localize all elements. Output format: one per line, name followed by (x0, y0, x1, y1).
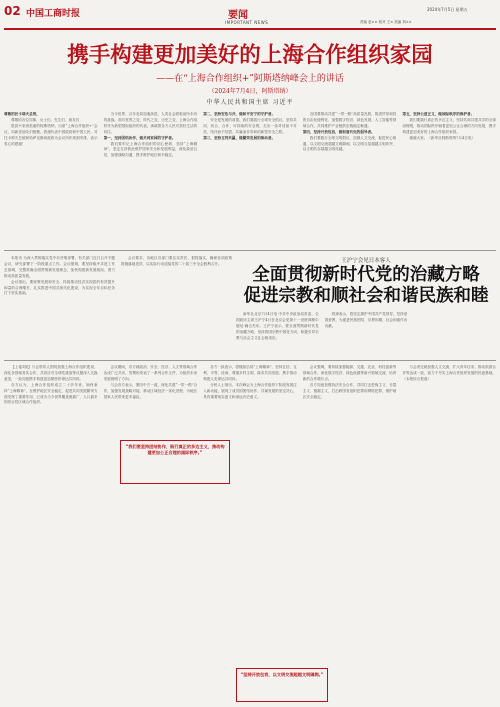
paragraph: 分析人士指出，本次峰会为上海合作组织下阶段发展注入新动能，展现了成员国团结协作、共谋发展的坚定决心，具有重要现实意义和深远历史意义。 (203, 382, 297, 399)
text-column (402, 112, 496, 246)
text-column (325, 312, 408, 360)
subheading: 第五，坚持公道正义，做国际秩序的维护者。 (402, 112, 475, 116)
text-column (413, 312, 496, 360)
text-column (402, 365, 496, 703)
pull-quote-text: “我们要坚持团结协作，践行真正的多边主义，推动构建更加公正合理的国际秩序。” (125, 444, 225, 456)
article2-headline-line1: 全面贯彻新时代党的治藏方略 (252, 265, 480, 285)
paragraph: 我们要践行真正的多边主义，坚持共商共建共享的全球治理观，推动国际秩序朝着更加公正合理的方向发展，携手构建更加美好的上海合作组织家园。 (402, 117, 496, 134)
section-divider (4, 250, 496, 251)
pull-quote-left (120, 440, 230, 484)
article2-headline (236, 265, 496, 307)
paragraph: 班禅表示，将坚定拥护中国共产党领导，坚持爱国爱教，为促进民族团结、宗教和顺、社会和谐作出贡献。 (324, 312, 408, 328)
masthead-rule (4, 28, 496, 30)
article1-body (4, 112, 496, 246)
paragraph: 会议强调，要持续加强能源、交通、农业、科技创新等领域合作，深化数字经济、绿色低碳等新兴领域交流，培育新的合作增长点。 (302, 365, 397, 381)
subheading: 第一，坚持团结协作，做共同家园的守护者。 (103, 135, 176, 140)
editor-credits: 责编 赵×× 校对 王× 美编 刘×× (360, 20, 412, 24)
newspaper-name: 中国工商时报 (26, 9, 81, 19)
masthead (0, 0, 500, 34)
article2-body (236, 312, 496, 360)
section-title: 要闻 (228, 10, 248, 21)
text-column (303, 365, 397, 703)
subheading: 第二，坚持安危与共，做和平安宁的守护者。 (203, 112, 276, 116)
article1-dateline: （2024年7月4日，阿斯塔纳） (208, 88, 292, 95)
text-column (4, 256, 115, 356)
paragraph: 新华社北京7月4日电 中共中央政治局常委、全国政协主席王沪宁4日在北京会见第十一世班禅额尔德尼·确吉杰布。王沪宁表示，要全面贯彻新时代党的治藏方略，坚持我国宗教中国化方向，积极引导宗教与社会主义社会相适应。 (236, 312, 319, 340)
article1-headline: 携手构建更加美好的上海合作组织家园 (67, 43, 433, 68)
text-column (104, 365, 198, 703)
paragraph: 会议要求，各地区各部门要压实责任，狠抓落实，确保各项政策措施落地见效，以实际行动迎接党的二十届三中全会胜利召开。 (121, 256, 232, 266)
paragraph: 与会各方表示，愿同中方一道，深化共建“一带一路”合作，加强发展战略对接，推动区域经济一体化进程，为地区国家人民带来更多福祉。 (103, 382, 198, 399)
article2-headline-line2: 促进宗教和顺社会和谐民族和睦 (243, 286, 489, 306)
text-column (303, 112, 397, 246)
left-column-article (4, 256, 232, 356)
text-column (236, 312, 319, 360)
subheading: 第三，坚持互利共赢，做繁荣发展的推动者。 (203, 135, 276, 140)
pull-quote-bottom (236, 668, 328, 702)
subheading: 第四，坚持开放包容，做和谐共处的倡导者。 (302, 129, 375, 134)
text-column (4, 112, 98, 246)
article2-kicker: 王沪宁会见日本客人 (341, 258, 391, 264)
paragraph: 各方认为，上海合作组织成立二十多年来，始终秉持“上海精神”，在维护地区安全稳定、促进共同发展繁荣方面发挥了重要作用，已成为当今世界覆盖面最广、人口最多的综合性区域合作组织。 (4, 382, 98, 405)
section-divider-lower (4, 360, 496, 361)
article1-author: 中华人民共和国主席 习近平 (206, 99, 294, 106)
paragraph: 各方同意加强执法安全合作，共同打击恐怖主义、分裂主义、极端主义，打击跨国有组织犯罪和网络犯罪，维护地区安全稳定。 (302, 382, 397, 399)
article1-subhead: ——在“上海合作组织+”阿斯塔纳峰会上的讲话 (156, 74, 344, 84)
paragraph: 安全是发展的前提。我们要践行全球安全倡议，坚持共同、综合、合作、可持续的安全观，走出一条对话而不对抗、结伴而不结盟、共赢而非零和的新型安全之路。 (203, 117, 297, 134)
paragraph: 当今世界，百年变局加速演进，人类社会面临前所未有的挑战。面对世界之变、时代之变、历史之变，上海合作组织作为新型国际组织的代表，承载着各方人民对美好生活的向往。 (103, 112, 198, 134)
text-column (4, 365, 98, 703)
paragraph: 谢谢大家。（新华社阿斯塔纳7月4日电） (409, 135, 476, 140)
text-column (203, 112, 297, 246)
subheading: 尊敬的托卡耶夫总统， (4, 112, 40, 116)
paragraph: 【上接1版】与会领导人围绕加强上海合作组织建设、深化各领域务实合作、共同应对全球性挑战等议题深入交换意见，一致同意携手构建更加紧密的命运共同体。 (4, 365, 98, 381)
paragraph: 与会者还就加强人文交流、扩大青年往来、推动旅游合作等达成一致，致力于夯实上海合作组织发展的民意基础。（本报综合报道） (402, 365, 496, 381)
paragraph: 我们要践行全球文明倡议，加强人文交流，促进民心相通，以文明交流超越文明隔阂，以文明互鉴超越文明冲突，以文明共存超越文明优越。 (302, 135, 397, 152)
paragraph: 本报讯 为深入贯彻落实党中央决策部署，有关部门近日召开专题会议，研究部署下一阶段重点工作。会议强调，要坚持稳中求进工作总基调，完整准确全面贯彻新发展理念，加快构建新发展格局，着力推动高质量发展。 (4, 256, 115, 278)
page-number: 02 (4, 4, 21, 18)
paragraph: 我们要牢记上海合作组织的初心使命，坚持“上海精神”，坚定支持彼此维护国家安全和发展利益，深化政治互信，加强战略沟通，携手维护地区和平稳定。 (103, 141, 198, 158)
text-column (104, 112, 198, 246)
text-column (121, 256, 232, 356)
paragraph: 各国要推动共建“一带一路”高质量发展，推进贸易和投资自由化便利化，加强数字经济、绿色发展、人工智能等领域合作，共同维护产业链供应链稳定畅通。 (302, 112, 397, 128)
paragraph: 会议指出，要统筹发展和安全，持续推动经济实现质的有效提升和量的合理增长，扎实推进中国式现代化建设，为实现全年目标任务打下坚实基础。 (4, 279, 115, 296)
paragraph: 各方一致表示，将继续弘扬“上海精神”，坚持互信、互利、平等、协商、尊重多样文明、谋求共同发展，携手推动构建人类命运共同体。 (203, 365, 297, 381)
paragraph: 尊敬的各位同事，女士们，先生们，朋友们： (11, 117, 83, 122)
section-title-en: IMPORTANT NEWS (225, 20, 269, 25)
paragraph: 会议期间，各方就政治、安全、经济、人文等领域合作达成广泛共识，签署和发表了一系列合作文件，为组织未来发展指明了方向。 (103, 365, 198, 381)
pull-quote-text: “坚持开放包容，以文明交流超越文明隔阂。” (240, 672, 324, 677)
paragraph: 很高兴来到美丽的阿斯塔纳，出席“上海合作组织+”会议，同新老朋友们相聚。我谨代表中国政府和中国人民，对托卡耶夫总统和哈萨克斯坦政府为会议所作周到安排，表示衷心的感谢！ (4, 123, 98, 146)
lower-columns (4, 365, 496, 703)
issue-date: 2024年7月5日 星期五 (427, 7, 468, 12)
text-column (203, 365, 297, 703)
